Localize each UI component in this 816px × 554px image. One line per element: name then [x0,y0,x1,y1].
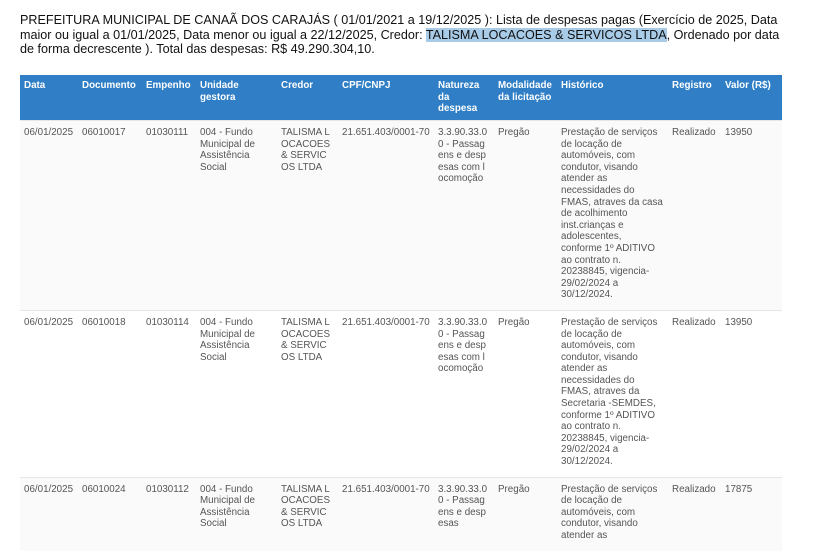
header-historico[interactable]: Histórico [557,75,668,121]
cell-valor: 13950 [721,121,782,311]
cell-data: 06/01/2025 [20,310,78,477]
cell-empenho: 01030112 [142,477,196,550]
table-row [20,310,782,477]
cell-cpf-cnpj: 21.651.403/0001-70 [338,310,434,477]
summary-text-start: PREFEITURA MUNICIPAL DE CANAÃ DOS CARAJÁS ( 01/01/2021 a 19/12/2025 ): Lista de despesas pagas (Exercício de 2025, Data maior ou igual a 01/01/2025, Data menor ou igual a 22/12/2025, Credor: [20,13,778,42]
cell-modalidade: Pregão [494,477,557,550]
cell-documento: 06010024 [78,477,142,550]
cell-credor: TALISMA LOCACOES & SERVICOS LTDA [277,121,338,311]
table-header [20,75,782,121]
cell-valor: 13950 [721,310,782,477]
expenses-table [20,75,782,551]
table-row [20,477,782,550]
header-natureza[interactable]: Natureza da despesa [434,75,494,121]
cell-natureza: 3.3.90.33.00 - Passagens e despesas com locomoção [434,121,494,311]
cell-unidade-gestora: 004 - Fundo Municipal de Assistência Social [196,310,277,477]
cell-unidade-gestora: 004 - Fundo Municipal de Assistência Social [196,477,277,550]
cell-modalidade: Pregão [494,310,557,477]
table-body [20,121,782,551]
cell-empenho: 01030114 [142,310,196,477]
cell-registro: Realizado [668,477,721,550]
header-registro[interactable]: Registro [668,75,721,121]
cell-documento: 06010018 [78,310,142,477]
cell-documento: 06010017 [78,121,142,311]
cell-cpf-cnpj: 21.651.403/0001-70 [338,477,434,550]
cell-unidade-gestora: 004 - Fundo Municipal de Assistência Social [196,121,277,311]
header-row [20,75,782,121]
cell-valor: 17875 [721,477,782,550]
header-data[interactable]: Data [20,75,78,121]
cell-historico: Prestação de serviços de locação de automóveis, com condutor, visando atender as necessidades do FMAS, atraves da Secretaria -SEMDES, conforme 1º ADITIVO ao contrato n. 20238845, vigencia-29/02/2024 a 30/12/2024. [557,310,668,477]
cell-credor: TALISMA LOCACOES & SERVICOS LTDA [277,310,338,477]
cell-cpf-cnpj: 21.651.403/0001-70 [338,121,434,311]
summary-text-end: , Ordenado por data de forma decrescente ). Total das despesas: R$ 49.290.304,10. [20,27,780,57]
table-row [20,121,782,311]
selected-creditor-highlight: TALISMA LOCACOES & SERVICOS LTDA [425,27,667,42]
header-documento[interactable]: Documento [78,75,142,121]
cell-data: 06/01/2025 [20,121,78,311]
header-modalidade[interactable]: Modalidade da licitação [494,75,557,121]
header-unidade-gestora[interactable]: Unidade gestora [196,75,277,121]
cell-natureza: 3.3.90.33.00 - Passagens e despesas com locomoção [434,310,494,477]
cell-natureza: 3.3.90.33.00 - Passagens e despesas [434,477,494,550]
cell-modalidade: Pregão [494,121,557,311]
header-cpf-cnpj[interactable]: CPF/CNPJ [338,75,434,121]
cell-registro: Realizado [668,121,721,311]
cell-registro: Realizado [668,310,721,477]
header-credor[interactable]: Credor [277,75,338,121]
cell-data: 06/01/2025 [20,477,78,550]
cell-historico: Prestação de serviços de locação de automóveis, com condutor, visando atender as [557,477,668,550]
cell-empenho: 01030111 [142,121,196,311]
report-summary [20,13,780,57]
cell-credor: TALISMA LOCACOES & SERVICOS LTDA [277,477,338,550]
header-valor[interactable]: Valor (R$) [721,75,782,121]
header-empenho[interactable]: Empenho [142,75,196,121]
cell-historico: Prestação de serviços de locação de automóveis, com condutor, visando atender as necessidades do FMAS, atraves da casa de acolhimento inst.crianças e adolescentes, conforme 1º ADITIVO ao contrato n. 20238845, vigencia-29/02/2024 a 30/12/2024. [557,121,668,311]
